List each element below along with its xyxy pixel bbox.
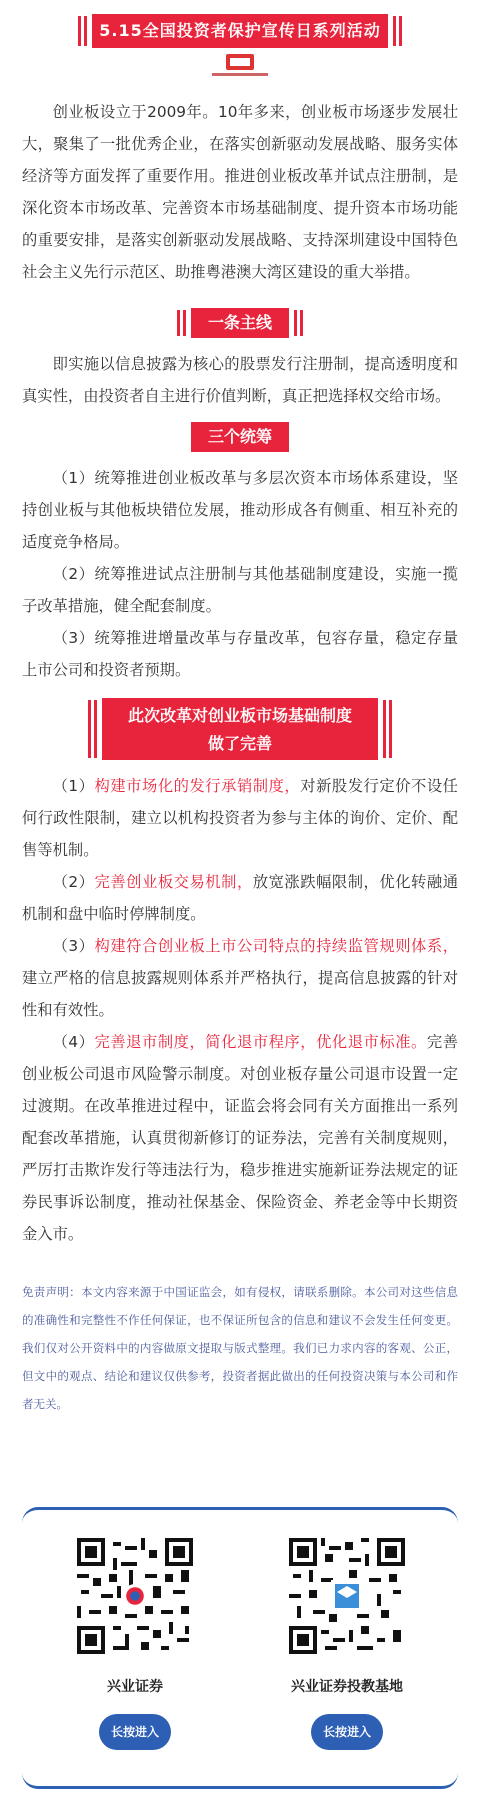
section1-paragraph: 即实施以信息披露为核心的股票发行注册制，提高透明度和真实性，由投资者自主进行价值判断，真正把选择权交给市场。 (22, 355, 458, 405)
item-text: 建立严格的信息披露规则体系并严格执行，提高信息披露的针对性和有效性。 (22, 969, 458, 1019)
qr-column-right (272, 1538, 422, 1750)
section2-item: （1）统筹推进创业板改革与多层次资本市场体系建设，坚持创业板与其他板块错位发展，推动形成各有侧重、相互补充的适度竞争格局。 (22, 469, 458, 551)
section2-item: （3）统筹推进增量改革与存量改革，包容存量，稳定存量上市公司和投资者预期。 (22, 629, 458, 679)
section-title-text: 三个统筹 (207, 427, 272, 446)
section-decoration (383, 700, 386, 758)
item-number: （2） (52, 873, 95, 891)
enter-button-right[interactable]: 长按进入 (311, 1714, 383, 1750)
qr-name-xingye: 兴业证券 (107, 1679, 163, 1695)
section2-item: （2）统筹推进试点注册制与其他基础制度建设，实施一揽子改革措施，健全配套制度。 (22, 565, 458, 615)
item-highlight: 完善退市制度，简化退市程序，优化退市标准。 (94, 1033, 427, 1051)
section-decoration (183, 310, 186, 336)
item-highlight: 构建市场化的发行承销制度， (94, 777, 301, 795)
section-decoration (294, 310, 297, 336)
section-decoration (88, 700, 91, 758)
section3-item (0, 1026, 480, 1250)
intro-paragraph: 创业板设立于2009年。10年多来，创业板市场逐步发展壮大，聚集了一批优秀企业，在落实创新驱动发展战略、服务实体经济等方面发挥了重要作用。推进创业板改革并试点注册制，是深化资本市场改革、完善资本市场基础制度、提升资本市场功能的重要安排，是落实创新驱动发展战略、支持深圳建设中国特色社会主义先行示范区、助推粤港澳大湾区建设的重大举措。 (22, 103, 458, 281)
item-number: （3） (52, 937, 95, 955)
item-text: 对新股发行定价不设任何行政性限制，建立以机构投资者为参与主体的询价、定价、配售等机制。 (22, 777, 458, 859)
qr-card (22, 1507, 458, 1789)
header-banner (92, 14, 388, 48)
section3-item (0, 930, 480, 1026)
enter-button-left[interactable]: 长按进入 (99, 1714, 171, 1750)
item-number: （4） (52, 1033, 95, 1051)
disclaimer-text: 免责声明：本文内容来源于中国证监会，如有侵权，请联系删除。本公司对这些信息的准确性和完整性不作任何保证，也不保证所包含的信息和建议不会发生任何变更。我们仅对公开资料中的内容做原文提取与版式整理。我们已力求内容的客观、公正，但文中的观点、结论和建议仅供参考，投资者据此做出的任何投资决策与本公司和作者无关。 (22, 1285, 458, 1411)
item-number: （1） (52, 777, 95, 795)
section-title-reform (102, 698, 378, 760)
qr-code-icon[interactable] (289, 1538, 405, 1654)
section-title-mainline (191, 308, 289, 338)
banner-decoration (399, 16, 402, 46)
banner-decoration (78, 16, 81, 46)
section-decoration (94, 700, 97, 758)
section-decoration (389, 700, 392, 758)
section-title-text: 一条主线 (207, 313, 272, 332)
banner-decoration (393, 16, 396, 46)
section3-item (0, 866, 480, 930)
item-text: 完善创业板公司退市风险警示制度。对创业板存量公司退市设置一定过渡期。在改革推进过程中，证监会将会同有关方面推出一系列配套改革措施，认真贯彻新修订的证券法，完善有关制度规则，严厉打击欺诈发行等违法行为，稳步推进实施新证券法规定的证券民事诉讼制度，推动社保基金、保险资金、养老金等中长期资金入市。 (22, 1033, 458, 1243)
item-highlight: 构建符合创业板上市公司特点的持续监管规则体系， (94, 937, 458, 955)
section-title-text: 做了完善 (207, 734, 272, 753)
banner-decoration (84, 16, 87, 46)
section-title-text: 此次改革对创业板市场基础制度 (127, 706, 352, 725)
item-text: 放宽涨跌幅限制，优化转融通机制和盘中临时停牌制度。 (22, 873, 458, 923)
qr-name-edu-base: 兴业证券投教基地 (291, 1679, 403, 1695)
section-decoration (300, 310, 303, 336)
logo-icon (211, 54, 269, 84)
section-decoration (177, 310, 180, 336)
item-highlight: 完善创业板交易机制， (94, 873, 253, 891)
banner-title: 5.15全国投资者保护宣传日系列活动 (99, 21, 381, 40)
qr-code-icon[interactable] (77, 1538, 193, 1654)
qr-column-left (60, 1538, 210, 1750)
section-title-three (191, 422, 289, 452)
section3-item (0, 770, 480, 866)
